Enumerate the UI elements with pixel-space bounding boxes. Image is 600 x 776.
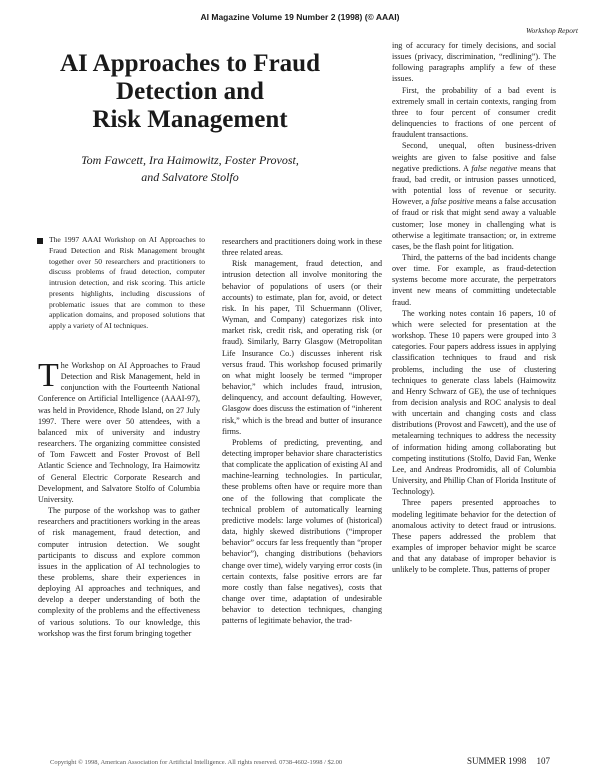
paragraph — [392, 140, 556, 252]
title-line: Detection and — [116, 78, 264, 105]
title-line: Risk Management — [92, 106, 288, 133]
copyright-notice: Copyright © 1998, American Association for Artificial Intelligence. All rights reserved. 0738-4602-1998 / $2.00 — [50, 759, 343, 766]
masthead: AI Magazine Volume 19 Number 2 (1998) (© AAAI) — [200, 12, 400, 22]
paragraph: ing of accuracy for timely decisions, and social issues (privacy, discrimination, “redlining”). The following paragraphs amplify a few of these issues. — [392, 41, 556, 84]
paragraph: The working notes contain 16 papers, 10 of which were selected for presentation at the workshop. These 10 papers were grouped into 3 categories. Four papers address issues in applying classification techniques to fraud and risk problems, including the use of clustering techniques to generate class labels (Haimowitz and Henry Schwarz of GE), the use of techniques from decision analysis and ROC analysis to deal with uncertain and changing costs and class distributions (Provost and Fawcett), and the use of metalearning techniques to address the necessity of information hiding among collaborating but competing institutions (Stolfo, David Fan, Wenke Lee, and Andreas Prodromidis, all of Columbia University, and Phillip Chan of Florida Institute of Technology). — [392, 308, 556, 497]
paragraph: First, the probability of a bad event is extremely small in certain contexts, ranging from three to four percent of consumer credit delinquencies to fractions of one percent of fraudulent transactions. — [392, 85, 556, 140]
body-column-2 — [222, 236, 382, 752]
term-false-negative: false negative — [471, 163, 518, 173]
paragraph: researchers and practitioners doing work in these three related areas. — [222, 237, 382, 258]
paragraph-text: Second, unequal, often business-driven weights are given to false positive and false negative predictions. A — [392, 141, 556, 173]
paragraph-text: he Workshop on AI Approaches to Fraud Detection and Risk Management, held in conjunction with the Fourteenth National Conference on Artificial Intelligence (AAAI-97), was held in Providence, Rhode Island, on 27 July 1997. There were over 50 attendees, with a balanced mix of university and industry researchers. The organizing committee consisted of Tom Fawcett and Foster Provost of Bell Atlantic Science and Technology, Ira Haimowitz of General Electric Corporate Research and Development, and Salvatore Stolfo of Columbia University. — [38, 361, 200, 504]
abstract-bullet-icon — [37, 238, 43, 244]
authors — [40, 152, 340, 186]
paragraph-text: means a false accusation of fraud or risk that might send away a valuable customer; lose money in challenging what is otherwise a legitimate transaction; or, in extreme cases, be the flash point for litigation. — [392, 197, 556, 251]
author-line: Tom Fawcett, Ira Haimowitz, Foster Provost, — [81, 153, 299, 167]
issue-label: SUMMER 1998 — [466, 756, 527, 766]
paragraph: The purpose of the workshop was to gather researchers and practitioners working in the areas of risk management, fraud detection, and computer intrusion detection. We sought participants to discuss and explore common issues in the application of AI technologies to these problems, share their experiences in deploying AI approaches and techniques, and develop a deeper understanding of both the complexity of the problems and the effectiveness of various solutions. To our knowledge, this workshop was the first forum bringing together — [38, 506, 200, 638]
paragraph: Problems of predicting, preventing, and detecting improper behavior share characteristics that complicate the application of existing AI and machine-learning technologies. In particular, these problems often have or require more than one of the following that complicate the technical problem of automatically learning predictive models: large volumes of (historical) data, highly skewed distributions (“improper behavior” occurs far less frequently than “proper behavior”), changing distributions (behaviors change over time), widely varying error costs (in certain contexts, false positive errors are far more costly than false negatives), costs that change over time, adaptation of undesirable behavior to detection techniques, changing patterns of legitimate behavior, the trad- — [222, 437, 382, 626]
paragraph — [38, 360, 200, 505]
body-column-1 — [38, 360, 200, 752]
term-false-positive: false positive — [431, 197, 474, 207]
paragraph: Three papers presented approaches to modeling legitimate behavior for the detection of anomalous activity to detect fraud or intrusions. These papers addressed the problem that examples of improper behavior might be scarce and that any database of improper behavior is unlikely to be complete. Thus, patterns of proper — [392, 498, 556, 575]
author-line: and Salvatore Stolfo — [141, 170, 239, 184]
page-number: 107 — [536, 756, 550, 766]
paragraph: Risk management, fraud detection, and intrusion detection all involve monitoring the behavior of populations of users (or their accounts) to estimate, plan for, avoid, or detect risk. In his paper, Til Schuermann (Oliver, Wyman, and Company) categorizes risk into market risk, credit risk, and operating risk (or fraud). Similarly, Barry Glasgow (Metropolitan Life Insurance Co.) discusses inherent risk versus fraud. This workshop focused primarily on what might loosely be termed “improper behavior,” which includes fraud, intrusion, delinquency, and account defaulting. However, Glasgow does discuss the estimation of “inherent risk,” which is the bread and butter of insurance firms. — [222, 259, 382, 436]
paragraph: Third, the patterns of the bad incidents change over time. For example, as fraud-detection systems become more accurate, the perpetrators invent new means of committing undetectable fraud. — [392, 252, 556, 307]
title-line: AI Approaches to Fraud — [60, 50, 320, 77]
article-title — [40, 50, 340, 134]
section-label: Workshop Report — [525, 26, 578, 35]
abstract: The 1997 AAAI Workshop on AI Approaches to Fraud Detection and Risk Management brought together over 50 researchers and practitioners to discuss problems of fraud detection, computer intrusion detection, and risk scoring. This article presents highlights, including discussions of problematic issues that are common to these application domains, and proposed solutions that apply a variety of AI techniques. — [49, 235, 205, 330]
body-column-3 — [392, 40, 556, 752]
page-footer — [459, 756, 550, 766]
drop-cap: T — [38, 360, 59, 394]
paragraph-text: means that fraud, bad credit, or intrusion passes unnoticed, with potential loss of revenue or security. However, a — [392, 163, 556, 207]
